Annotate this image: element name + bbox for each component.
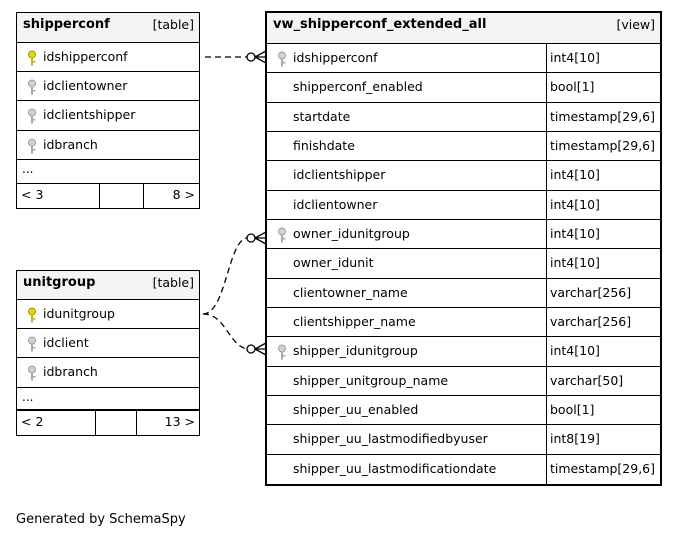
view-column-type-cell	[546, 191, 660, 219]
view-column-type-cell	[546, 249, 660, 277]
view-column-type: int4[10]	[550, 343, 600, 359]
view-column-name: shipperconf_enabled	[293, 79, 423, 95]
generated-by-label: Generated by SchemaSpy	[16, 512, 186, 527]
view-column-type-cell	[546, 220, 660, 248]
child-count: 8 >	[172, 187, 195, 202]
column-row[interactable]	[17, 300, 199, 329]
foreign-key-icon	[276, 51, 288, 67]
view-column-row[interactable]	[267, 337, 660, 366]
view-column-name: shipper_uu_lastmodificationdate	[293, 460, 497, 476]
column-name: idbranch	[43, 137, 98, 152]
view-name: vw_shipperconf_extended_all	[273, 17, 487, 32]
table-header	[17, 271, 199, 300]
more-columns-row[interactable]	[17, 160, 199, 184]
view-column-name: idclientshipper	[293, 167, 386, 183]
view-column-type-cell	[546, 73, 660, 101]
view-column-name: finishdate	[293, 137, 355, 153]
view-column-type-cell	[546, 103, 660, 131]
rel-shipper-circle	[247, 345, 255, 353]
primary-key-icon	[26, 307, 38, 323]
column-row[interactable]	[17, 101, 199, 131]
view-column-type-cell	[546, 396, 660, 424]
child-count-cell[interactable]	[137, 411, 199, 435]
view-column-type-cell	[546, 455, 660, 484]
table-footer	[17, 183, 199, 208]
table-header	[17, 13, 199, 43]
column-row[interactable]	[17, 329, 199, 358]
view-column-row[interactable]	[267, 455, 660, 484]
view-column-type: int4[10]	[550, 196, 600, 212]
view-column-name: clientshipper_name	[293, 313, 416, 329]
ellipsis: ...	[22, 390, 34, 404]
view-vw-shipperconf-extended-all[interactable]	[265, 11, 662, 486]
foreign-key-icon	[26, 365, 38, 381]
foreign-key-icon	[276, 344, 288, 360]
foreign-key-icon	[26, 108, 38, 124]
view-column-type: varchar[256]	[550, 313, 632, 329]
view-column-type: int4[10]	[550, 50, 600, 65]
table-shipperconf[interactable]	[16, 12, 200, 209]
view-column-row[interactable]	[267, 220, 660, 249]
child-count-cell[interactable]	[144, 184, 199, 208]
view-column-type: int4[10]	[550, 167, 600, 183]
view-column-row[interactable]	[267, 425, 660, 454]
parent-count-cell[interactable]	[17, 184, 100, 208]
view-column-type: varchar[256]	[550, 284, 632, 300]
column-row[interactable]	[17, 131, 199, 160]
view-column-name: shipper_uu_enabled	[293, 401, 419, 417]
more-columns-row[interactable]	[17, 388, 199, 410]
column-name: idclientshipper	[43, 107, 136, 122]
child-count: 13 >	[164, 414, 195, 429]
table-name: shipperconf	[23, 17, 110, 32]
view-column-type-cell	[546, 425, 660, 453]
view-column-name: idshipperconf	[293, 50, 378, 65]
view-column-row[interactable]	[267, 73, 660, 102]
view-column-name: owner_idunit	[293, 255, 374, 271]
view-column-type: varchar[50]	[550, 372, 624, 388]
table-footer	[17, 410, 199, 435]
view-column-type: bool[1]	[550, 79, 595, 95]
view-column-type-cell	[546, 308, 660, 336]
column-name: idclient	[43, 335, 89, 350]
table-kind: [table]	[152, 17, 194, 32]
view-column-type-cell	[546, 367, 660, 395]
view-column-type: timestamp[29,6]	[550, 108, 656, 124]
view-column-type: int4[10]	[550, 225, 600, 241]
column-row[interactable]	[17, 72, 199, 101]
view-column-row[interactable]	[267, 396, 660, 425]
view-column-row[interactable]	[267, 132, 660, 161]
parent-count-cell[interactable]	[17, 411, 96, 435]
rel-unitgroup-shipper	[203, 314, 247, 349]
parent-count: < 2	[21, 414, 44, 429]
view-column-row[interactable]	[267, 161, 660, 190]
view-column-name: shipper_uu_lastmodifiedbyuser	[293, 431, 488, 447]
column-row[interactable]	[17, 43, 199, 72]
column-name: idunitgroup	[43, 306, 115, 321]
view-column-type-cell	[546, 279, 660, 307]
view-column-type: bool[1]	[550, 401, 595, 417]
view-column-name: idclientowner	[293, 196, 378, 212]
foreign-key-icon	[276, 227, 288, 243]
view-column-row[interactable]	[267, 44, 660, 73]
column-row[interactable]	[17, 358, 199, 388]
view-column-row[interactable]	[267, 249, 660, 278]
table-kind: [table]	[152, 275, 194, 290]
view-column-name: shipper_unitgroup_name	[293, 372, 449, 388]
foreign-key-icon	[26, 138, 38, 154]
spacer-cell	[100, 184, 144, 208]
view-column-name: startdate	[293, 108, 351, 124]
view-column-row[interactable]	[267, 103, 660, 132]
view-kind: [view]	[616, 17, 655, 32]
view-column-type: timestamp[29,6]	[550, 137, 656, 153]
view-column-name: owner_idunitgroup	[293, 225, 410, 241]
foreign-key-icon	[26, 79, 38, 95]
table-name: unitgroup	[23, 275, 96, 290]
view-column-type-cell	[546, 44, 660, 72]
rel-owner-circle	[247, 234, 255, 242]
rel-shipperconf-circle	[247, 53, 255, 61]
view-column-name: shipper_idunitgroup	[293, 343, 418, 359]
view-header	[267, 13, 660, 44]
ellipsis: ...	[22, 162, 34, 176]
view-column-name: clientowner_name	[293, 284, 408, 300]
column-name: idshipperconf	[43, 49, 128, 64]
column-name: idbranch	[43, 364, 98, 379]
parent-count: < 3	[21, 187, 44, 202]
primary-key-icon	[26, 50, 38, 66]
view-column-row[interactable]	[267, 367, 660, 396]
view-column-row[interactable]	[267, 279, 660, 308]
view-column-type: timestamp[29,6]	[550, 460, 656, 476]
spacer-cell	[96, 411, 137, 435]
foreign-key-icon	[26, 336, 38, 352]
rel-unitgroup-owner	[203, 238, 247, 314]
view-column-type: int8[19]	[550, 431, 600, 447]
view-column-type-cell	[546, 132, 660, 160]
column-name: idclientowner	[43, 78, 128, 93]
view-column-type-cell	[546, 337, 660, 365]
view-column-row[interactable]	[267, 308, 660, 337]
table-unitgroup[interactable]	[16, 270, 200, 436]
view-column-type: int4[10]	[550, 255, 600, 271]
view-column-row[interactable]	[267, 191, 660, 220]
view-column-type-cell	[546, 161, 660, 189]
